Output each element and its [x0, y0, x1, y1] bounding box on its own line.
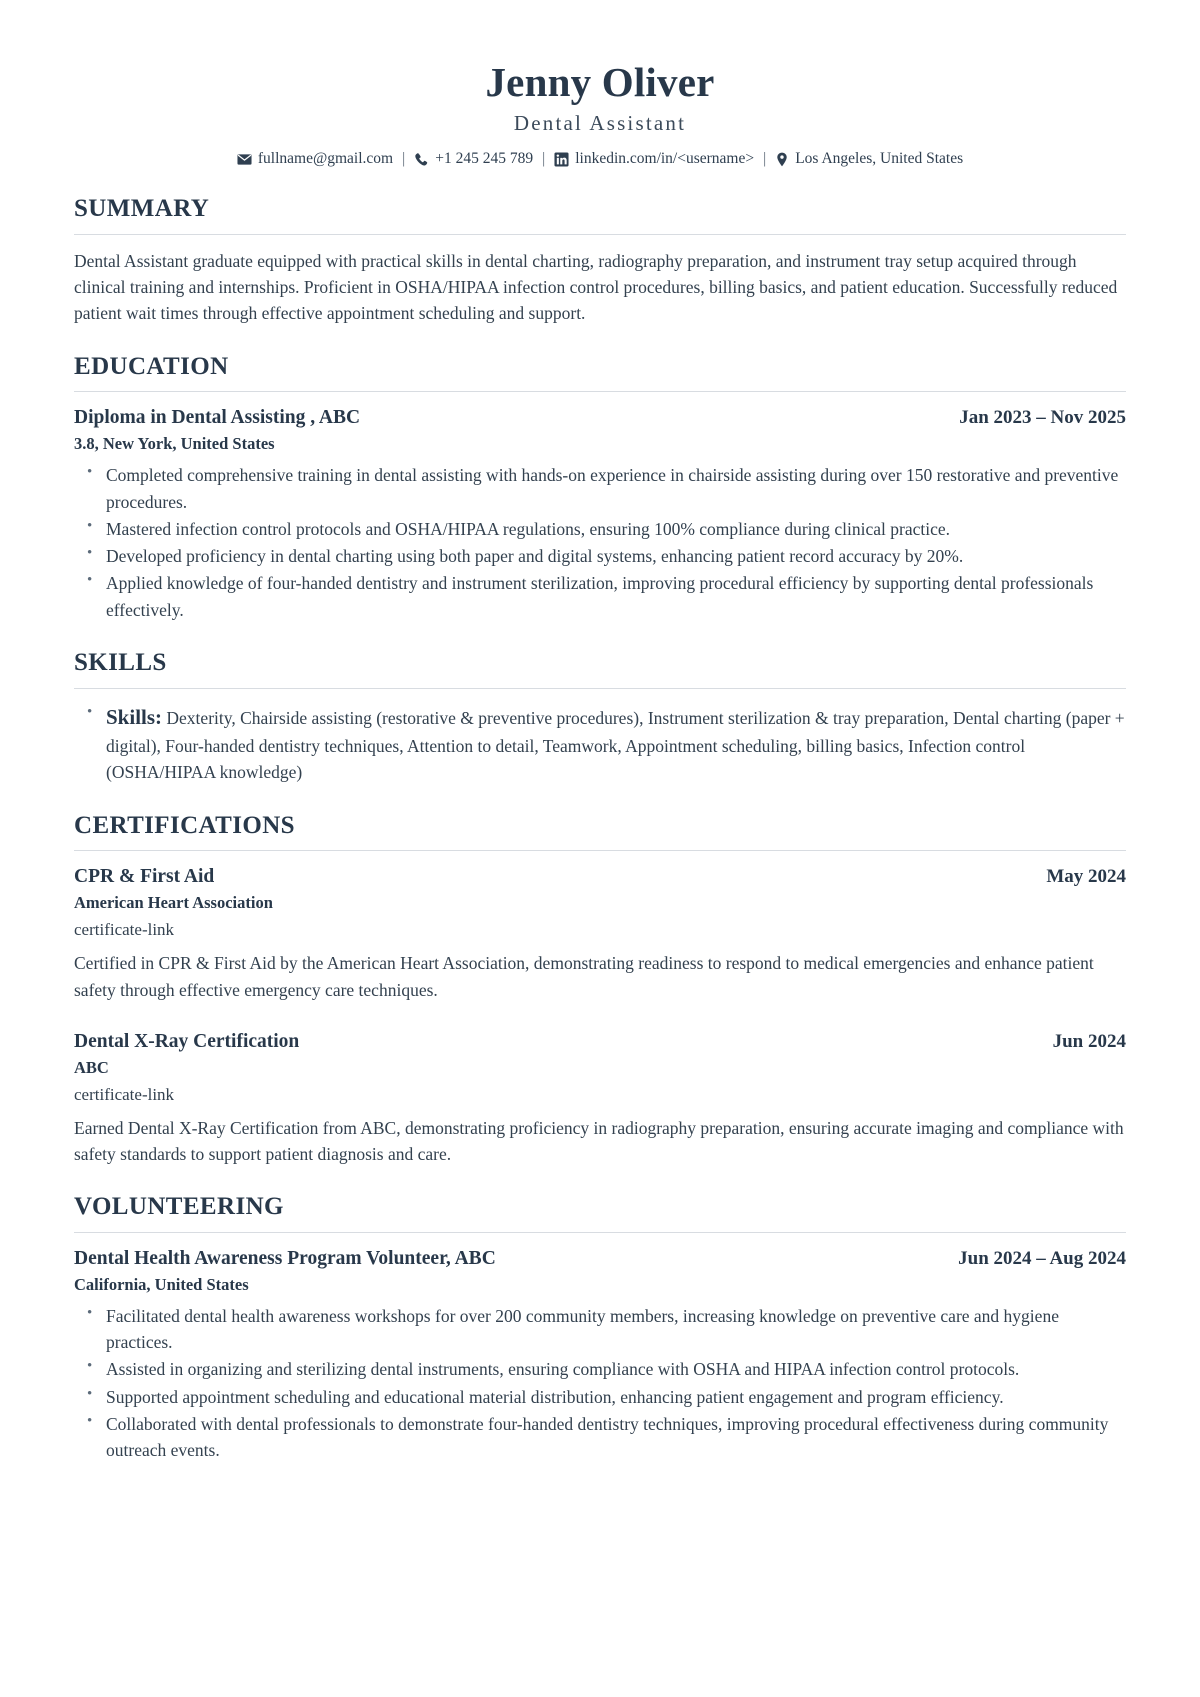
email-icon	[237, 152, 252, 167]
certification-description: Earned Dental X-Ray Certification from ABC, demonstrating proficiency in radiography preparation, ensuring accurate imaging and compliance with safety standards to support patient diagnosis and care.	[74, 1117, 1124, 1164]
contact-separator: |	[402, 150, 406, 168]
skills-bullets	[74, 702, 1126, 786]
skills-values: Dexterity, Chairside assisting (restorative & preventive procedures), Instrument sterilization & tray preparation, Dental charting (paper + digital), Four-handed dentistry techniques, Attention to detail, Teamwork, Appointment scheduling, billing basics, Infection control (OSHA/HIPAA knowledge)	[106, 707, 1125, 783]
section-skills	[74, 649, 1126, 786]
resume-header	[74, 48, 1126, 169]
list-item: • Supported appointment scheduling and educational material distribution, enhancing patient engagement and program efficiency.	[104, 1384, 1126, 1410]
section-divider	[74, 391, 1126, 392]
certification-entry-head	[74, 864, 1126, 890]
certificate-link[interactable]: certificate-link	[74, 920, 175, 940]
candidate-name: Jenny Oliver	[485, 59, 715, 105]
contact-separator: |	[542, 150, 546, 168]
section-volunteering	[74, 1193, 1126, 1463]
list-item: • Collaborated with dental professionals to demonstrate four-handed dentistry techniques, improving procedural effectiveness during community outreach events.	[104, 1411, 1126, 1464]
section-title-certifications: CERTIFICATIONS	[74, 811, 295, 839]
contact-line	[74, 149, 1126, 169]
volunteering-role: Dental Health Awareness Program Volunteer, ABC	[74, 1247, 496, 1269]
section-summary	[74, 195, 1126, 327]
education-degree: Diploma in Dental Assisting , ABC	[74, 407, 361, 429]
certification-description: Certified in CPR & First Aid by the American Heart Association, demonstrating readiness to respond to medical emergencies and enhance patient safety through effective emergency care techniques.	[74, 953, 1094, 1000]
contact-phone-text: +1 245 245 789	[435, 150, 534, 168]
section-title-volunteering: VOLUNTEERING	[74, 1193, 284, 1221]
education-meta: 3.8, New York, United States	[74, 434, 275, 454]
section-title-summary: SUMMARY	[74, 195, 210, 223]
list-item: • Facilitated dental health awareness workshops for over 200 community members, increasing knowledge on preventive care and hygiene practices.	[104, 1303, 1126, 1356]
section-divider	[74, 850, 1126, 851]
contact-location-text: Los Angeles, United States	[795, 150, 964, 168]
certification-entry-head	[74, 1029, 1126, 1055]
list-item: • Assisted in organizing and sterilizing dental instruments, ensuring compliance with OSHA and HIPAA infection control protocols.	[104, 1356, 1126, 1382]
certification-entry	[74, 1029, 1126, 1167]
certification-entry	[74, 864, 1126, 1002]
volunteering-location: California, United States	[74, 1274, 249, 1294]
certification-name: CPR & First Aid	[74, 866, 215, 888]
list-item: • Applied knowledge of four-handed dentistry and instrument sterilization, improving procedural efficiency by supporting dental professionals effectively.	[104, 570, 1126, 623]
list-item: • Completed comprehensive training in dental assisting with hands-on experience in chairside assisting during over 150 restorative and preventive procedures.	[104, 462, 1126, 515]
contact-separator: |	[763, 150, 767, 168]
contact-phone[interactable]	[414, 149, 533, 169]
certification-date: May 2024	[1046, 866, 1126, 888]
section-divider	[74, 234, 1126, 235]
section-title-skills: SKILLS	[74, 648, 167, 676]
skills-label: Skills:	[106, 704, 163, 729]
volunteering-bullets	[74, 1303, 1126, 1464]
certificate-link[interactable]: certificate-link	[74, 1084, 175, 1104]
education-entry-head	[74, 405, 1126, 431]
certification-issuer: ABC	[74, 1057, 109, 1077]
certification-issuer: American Heart Association	[74, 893, 273, 913]
volunteering-entry	[74, 1246, 1126, 1463]
certification-name: Dental X-Ray Certification	[74, 1030, 300, 1052]
contact-email-text: fullname@gmail.com	[257, 150, 394, 168]
contact-email[interactable]	[237, 149, 393, 169]
contact-location	[775, 149, 963, 169]
location-pin-icon	[775, 152, 789, 167]
candidate-job-title: Dental Assistant	[513, 110, 687, 135]
section-certifications	[74, 812, 1126, 1168]
section-education	[74, 353, 1126, 623]
section-divider	[74, 1232, 1126, 1233]
section-title-education: EDUCATION	[74, 352, 229, 380]
volunteering-entry-head	[74, 1246, 1126, 1272]
list-item: • Developed proficiency in dental charting using both paper and digital systems, enhancing patient record accuracy by 20%.	[104, 543, 1126, 569]
list-item: • Mastered infection control protocols and OSHA/HIPAA regulations, ensuring 100% compliance during clinical practice.	[104, 516, 1126, 542]
section-divider	[74, 688, 1126, 689]
contact-linkedin-text: linkedin.com/in/<username>	[575, 150, 755, 168]
education-date: Jan 2023 – Nov 2025	[959, 407, 1126, 429]
linkedin-icon	[554, 152, 569, 167]
summary-text: Dental Assistant graduate equipped with practical skills in dental charting, radiography preparation, and instrument tray setup acquired through clinical training and internships. Proficient in OSHA/HIPAA infection control procedures, billing basics, and patient education. Successfully reduced patient wait times through effective appointment scheduling and support.	[74, 250, 1118, 324]
certification-date: Jun 2024	[1052, 1030, 1126, 1052]
education-bullets	[74, 462, 1126, 623]
contact-linkedin[interactable]	[554, 149, 754, 169]
volunteering-date: Jun 2024 – Aug 2024	[958, 1247, 1126, 1269]
phone-icon	[414, 152, 429, 167]
list-item	[104, 702, 1126, 786]
education-entry	[74, 405, 1126, 622]
